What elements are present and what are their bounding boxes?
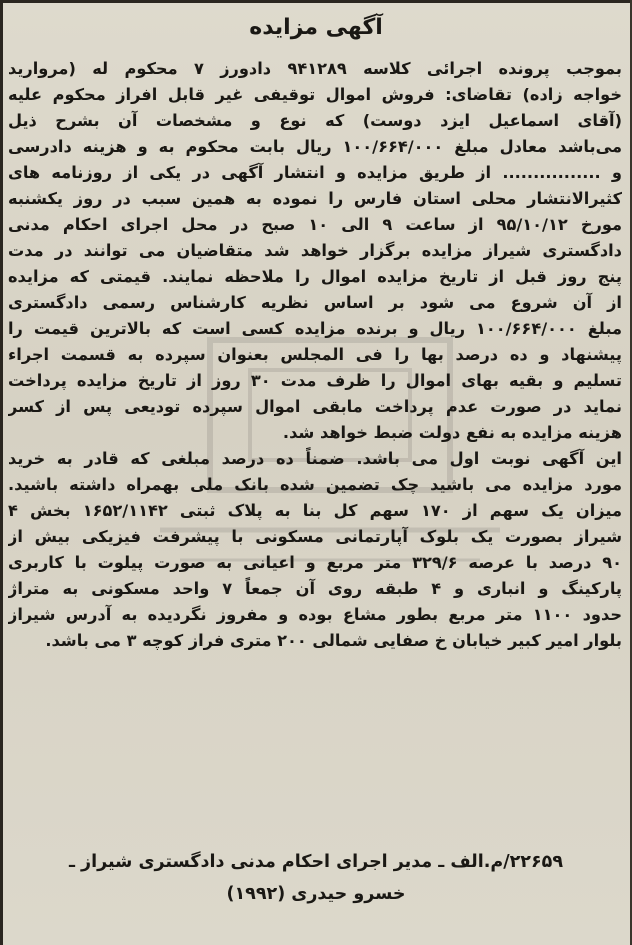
notice-title: آگهی مزایده — [249, 15, 383, 40]
signature-block — [0, 846, 632, 910]
notice-line: تسلیم و بقیه بهای اموال را ظرف مدت ۳۰ روز از تاریخ مزایده پرداخت — [8, 371, 622, 390]
notice-line: پنج روز قبل از تاریخ مزایده اموال را ملاحظه نمایند. قیمتی که مزایده — [8, 267, 622, 286]
notice-line: کثیرالانتشار محلی استان فارس را نموده به همین سبب در روز یکشنبه — [8, 189, 622, 208]
notice-body — [8, 56, 622, 654]
notice-line: (آقای اسماعیل ایزد دوست) که نوع و مشخصات آن بشرح ذیل — [8, 111, 622, 130]
notice-line: میزان یک سهم از ۱۷۰ سهم کل بنا به پلاک ثبتی ۱۶۵۲/۱۱۴۲ بخش ۴ — [8, 501, 622, 520]
notice-line: و ................ از طریق مزایده و انتشار آگهی در یکی از روزنامه های — [8, 163, 622, 182]
notice-line: پیشنهاد و ده درصد بها را فی المجلس بعنوان سپرده به قسمت اجراء — [8, 345, 622, 364]
notice-line: پارکینگ و انباری و ۴ طبقه روی آن جمعاً ۷ واحد مسکونی به متراژ — [8, 579, 622, 598]
notice-line: می‌باشد معادل مبلغ ۱۰۰/۶۶۴/۰۰۰ ریال بابت محکوم به و هزینه دادرسی — [8, 137, 622, 156]
notice-line: حدود ۱۱۰۰ متر مربع بطور مشاع بوده و مفروز نگردیده به آدرس شیراز — [8, 605, 622, 624]
notice-line: خواجه زاده) تقاضای: فروش اموال توقیفی غیر قابل افراز محکوم علیه — [8, 85, 622, 104]
border-left — [0, 0, 3, 945]
notice-line: مبلغ ۱۰۰/۶۶۴/۰۰۰ ریال و برنده مزایده کسی است که بالاترین قیمت را — [8, 319, 622, 338]
notice-line: این آگهی نوبت اول می باشد. ضمناً ده درصد مبلغی که قادر به خرید — [8, 449, 622, 468]
signature-name: خسرو حیدری (۱۹۹۲) — [226, 884, 406, 904]
notice-line: نماید در صورت عدم پرداخت مابقی اموال سپرده تودیعی پس از کسر — [8, 397, 622, 416]
signature-office: ۲۲۶۵۹/م.الف ـ مدیر اجرای احکام مدنی دادگستری شیراز ـ — [68, 852, 564, 872]
notice-line: هزینه مزایده به نفع دولت ضبط خواهد شد. — [282, 423, 622, 442]
notice-line: از آن شروع می شود بر اساس نظریه کارشناس رسمی دادگستری — [8, 293, 622, 312]
notice-line: بموجب پرونده اجرائی کلاسه ۹۴۱۲۸۹ دادورز ۷ محکوم له (مروارید — [8, 59, 622, 78]
notice-line: مورد مزایده می باشید چک تضمین شده بانک ملی بهمراه داشته باشید. — [8, 475, 622, 494]
notice-line: شیراز بصورت یک بلوک آپارتمانی مسکونی با پیشرفت فیزیکی بیش از — [8, 527, 622, 546]
notice-line: بلوار امیر کبیر خیابان خ صفایی شمالی ۲۰۰ متری فراز کوچه ۳ می باشد. — [45, 631, 622, 650]
notice-line: دادگستری شیراز مزایده برگزار خواهد شد متقاضیان می توانند در مدت — [8, 241, 622, 260]
border-top — [0, 0, 632, 3]
notice-line: مورخ ۹۵/۱۰/۱۲ از ساعت ۹ الی ۱۰ صبح در محل اجرای احکام مدنی — [8, 215, 622, 234]
notice-line: ۹۰ درصد با عرصه ۳۲۹/۶ متر مربع و اعیانی به صورت پیلوت با کاربری — [8, 553, 622, 572]
